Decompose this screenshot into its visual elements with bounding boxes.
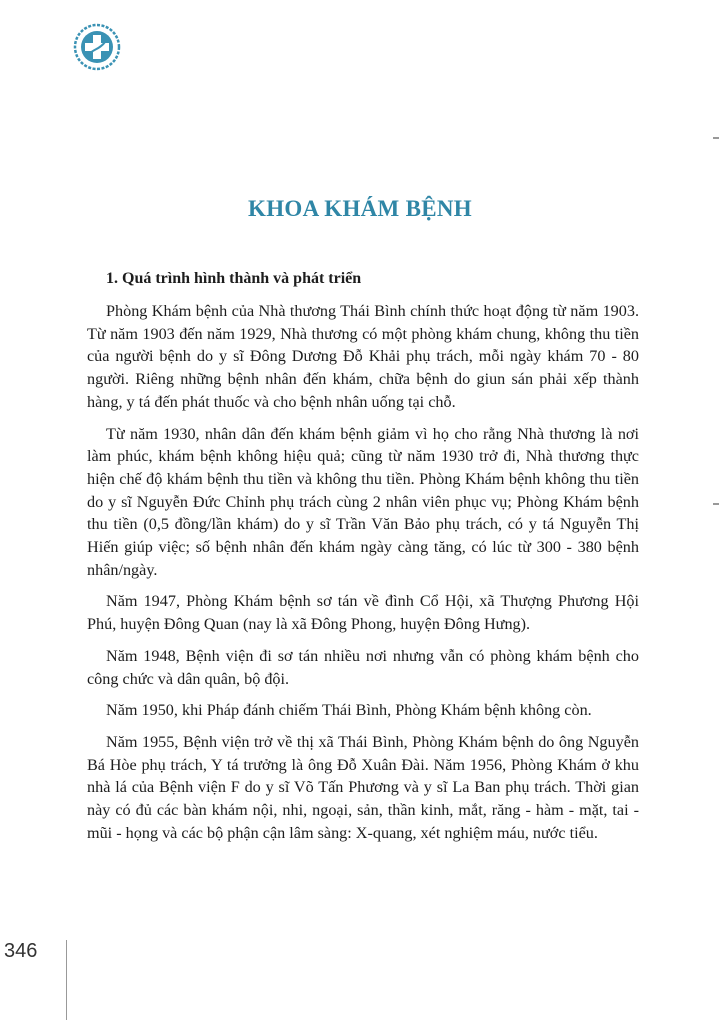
- body-text: [87, 300, 639, 853]
- paragraph: Năm 1947, Phòng Khám bệnh sơ tán về đình Cổ Hội, xã Thượng Phương Hội Phú, huyện Đông Quan (nay là xã Đông Phong, huyện Đông Hưng).: [87, 592, 639, 634]
- page-title: KHOA KHÁM BỆNH: [248, 196, 472, 221]
- paragraph: Năm 1950, khi Pháp đánh chiếm Thái Bình, Phòng Khám bệnh không còn.: [106, 701, 592, 720]
- paragraph: Năm 1948, Bệnh viện đi sơ tán nhiều nơi nhưng vẫn có phòng khám bệnh cho công chức và dân quân, bộ đội.: [87, 646, 639, 688]
- page-number: 346: [4, 940, 38, 962]
- margin-divider: [66, 940, 67, 1020]
- paragraph: Phòng Khám bệnh của Nhà thương Thái Bình chính thức hoạt động từ năm 1903. Từ năm 1903 đến năm 1929, Nhà thương có một phòng khám chung, không thu tiền của người bệnh do y sĩ Đông Dương Đỗ Khải phụ trách, mỗi ngày khám 70 - 80 người. Riêng những bệnh nhân đến khám, chữa bệnh do giun sán phải xếp thành hàng, y tá đến phát thuốc và cho bệnh nhân uống tại chỗ.: [87, 302, 639, 411]
- paragraph: Từ năm 1930, nhân dân đến khám bệnh giảm vì họ cho rằng Nhà thương là nơi làm phúc, khám bệnh không hiệu quả; cũng từ năm 1930 trở đi, Nhà thương thực hiện chế độ khám bệnh thu tiền và không thu tiền. Phòng Khám bệnh không thu tiền do y sĩ Nguyễn Đức Chỉnh phụ trách cùng 2 nhân viên phục vụ; Phòng Khám bệnh thu tiền (0,5 đồng/lần khám) do y sĩ Trần Văn Bảo phụ trách, có y tá Nguyễn Thị Hiến giúp việc; số bệnh nhân đến khám ngày càng tăng, có lúc từ 300 - 380 bệnh nhân/ngày.: [87, 424, 639, 579]
- edge-mark: [713, 503, 719, 505]
- hospital-cross-logo: [72, 22, 122, 72]
- section-heading: 1. Quá trình hình thành và phát triển: [106, 270, 362, 287]
- paragraph: Năm 1955, Bệnh viện trở về thị xã Thái Bình, Phòng Khám bệnh do ông Nguyễn Bá Hòe phụ trách, Y tá trưởng là ông Đỗ Xuân Đài. Năm 1956, Phòng Khám ở khu nhà lá của Bệnh viện F do y sĩ Võ Tấn Phương và y sĩ La Ban phụ trách. Thời gian này có đủ các bàn khám nội, nhi, ngoại, sản, thần kinh, mắt, răng - hàm - mặt, tai - mũi - họng và các bộ phận cận lâm sàng: X-quang, xét nghiệm máu, nước tiểu.: [87, 732, 639, 842]
- edge-mark: [713, 137, 719, 139]
